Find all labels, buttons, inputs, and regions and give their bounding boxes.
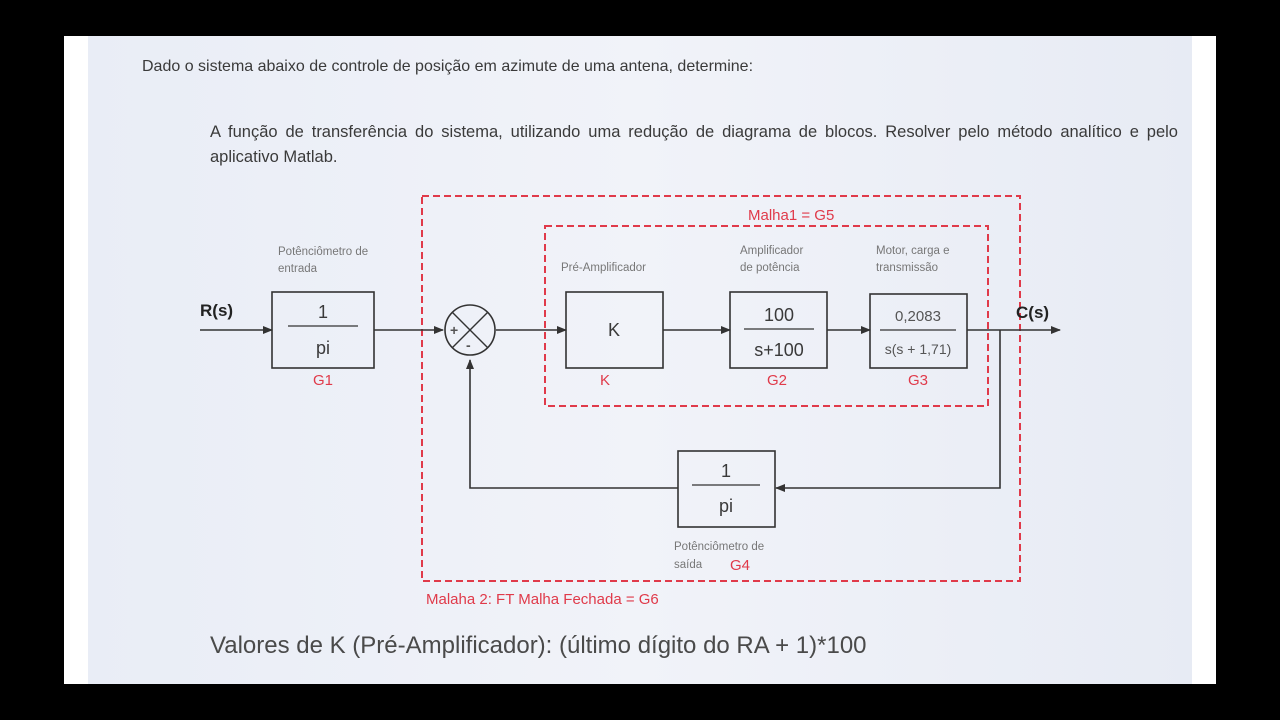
intro-text: Dado o sistema abaixo de controle de posição em azimute de uma antena, determine: [142, 58, 754, 75]
g2-numerator: 100 [763, 305, 795, 325]
g3-description-2: transmissão [876, 262, 938, 274]
k-tag: K [599, 372, 611, 389]
block-g2 [730, 245, 827, 389]
block-diagram [88, 36, 1192, 684]
g1-description-1: Potênciômetro de [278, 246, 369, 258]
g3-numerator: 0,2083 [895, 308, 941, 325]
g4-numerator: 1 [720, 461, 732, 481]
k-description: Pré-Amplificador [561, 262, 646, 274]
g3-description-1: Motor, carga e [876, 245, 950, 257]
block-g3 [870, 245, 967, 389]
k-values-text: Valores de K (Pré-Amplificador): (último dígito do RA + 1)*100 [210, 632, 867, 659]
g1-tag: G1 [312, 372, 334, 389]
g3-tag: G3 [907, 372, 929, 389]
g2-denominator: s+100 [754, 340, 804, 360]
g4-denominator: pi [718, 496, 734, 516]
g1-description-2: entrada [278, 263, 318, 275]
loop2-label: Malaha 2: FT Malha Fechada = G6 [426, 591, 659, 608]
document-area [88, 36, 1192, 684]
g1-denominator: pi [315, 338, 331, 358]
feedback-left [470, 360, 678, 488]
sum-minus-sign: - [466, 337, 471, 353]
g2-description-2: de potência [740, 262, 800, 274]
task-text: A função de transferência do sistema, utilizando uma redução de diagrama de blocos. Resolver pelo método analítico e pelo aplicativo Matlab. [210, 123, 1178, 166]
summing-junction [445, 305, 495, 355]
g4-description-1: Potênciômetro de [674, 541, 765, 553]
g1-numerator: 1 [317, 302, 329, 322]
block-g4 [674, 451, 775, 574]
g2-tag: G2 [766, 372, 788, 389]
g4-tag: G4 [729, 557, 751, 574]
block-k [561, 262, 663, 389]
sum-plus-sign: + [450, 322, 459, 338]
g2-description-1: Amplificador [740, 245, 804, 257]
slide [64, 36, 1216, 684]
g4-description-2: saída [674, 559, 703, 571]
g3-denominator: s(s + 1,71) [884, 341, 952, 357]
output-signal-label: C(s) [1016, 303, 1050, 322]
input-signal-label: R(s) [200, 301, 234, 320]
loop1-label: Malha1 = G5 [748, 207, 835, 224]
block-g1 [272, 246, 374, 389]
k-value: K [607, 320, 621, 340]
